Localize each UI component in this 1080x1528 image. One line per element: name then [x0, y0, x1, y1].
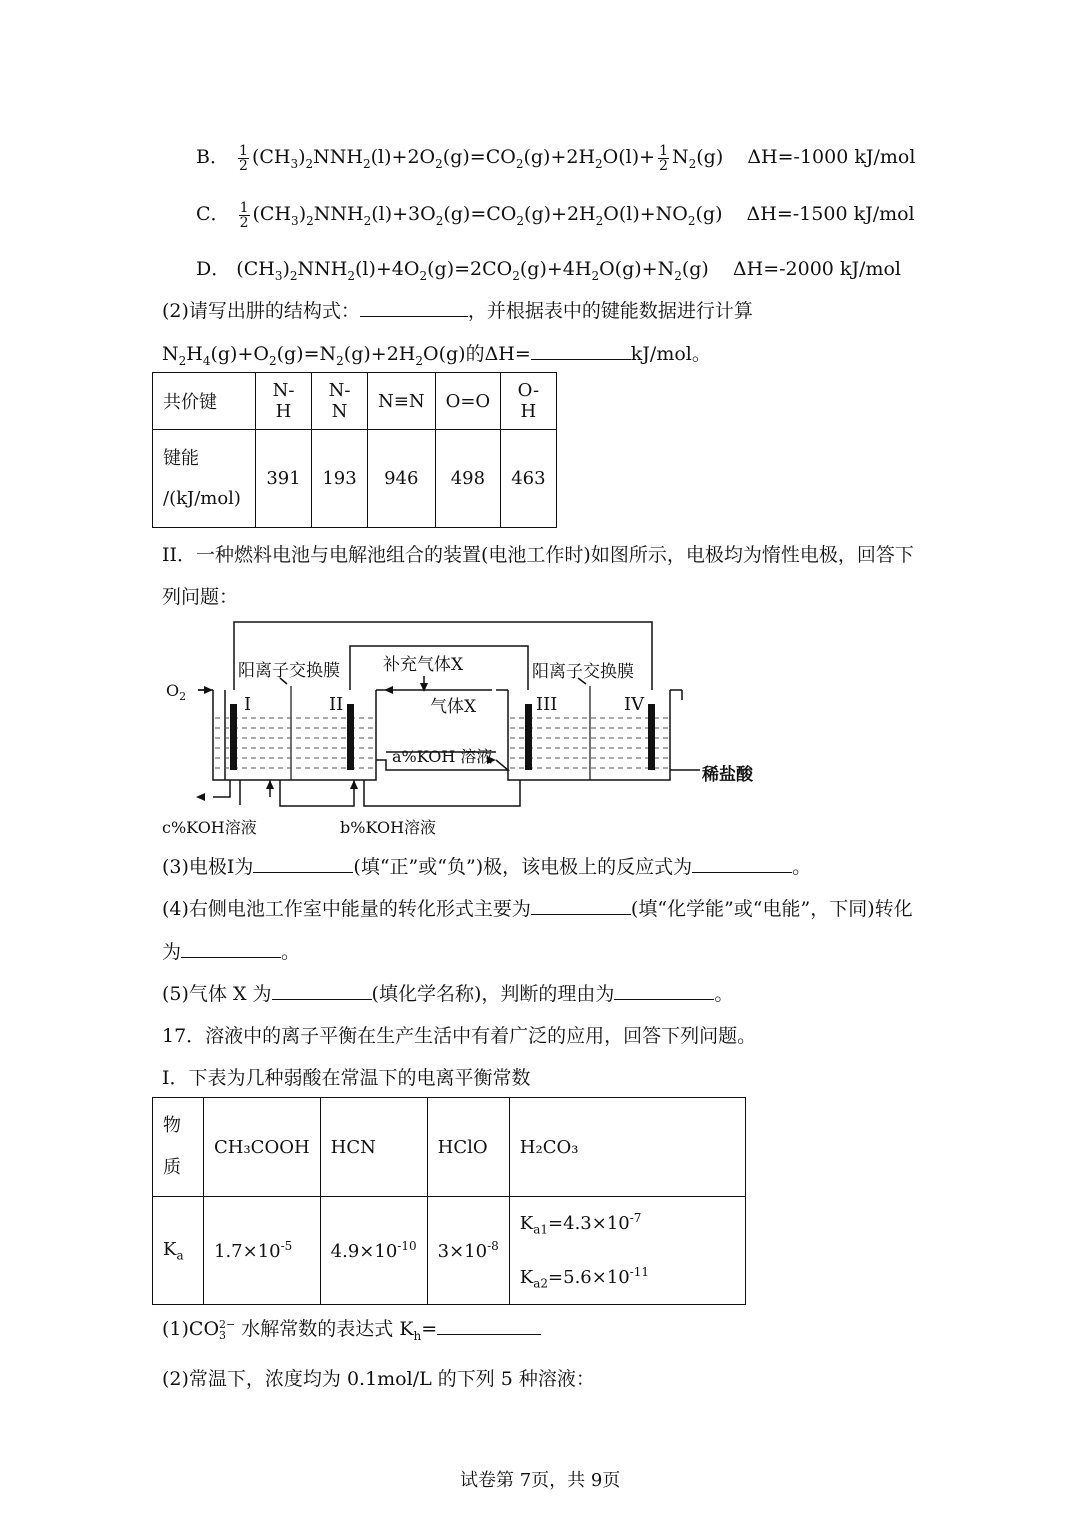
- label-room-2: II: [329, 694, 344, 715]
- option-label: C．: [196, 203, 230, 225]
- answer-blank[interactable]: [272, 981, 372, 1000]
- table-row-label: $K_a$: [153, 1197, 204, 1305]
- answer-blank[interactable]: [531, 896, 631, 915]
- question-17-1: (1)CO 2− 3 水解常数的表达式 $K_h=$: [162, 1314, 541, 1343]
- enthalpy: ΔH=-1000 kJ/mol: [747, 146, 916, 168]
- electrode-4: [648, 704, 655, 770]
- table-header-cell: N-H: [256, 373, 312, 430]
- label-acid: 稀盐酸: [702, 765, 753, 785]
- question-2-line2: $N_2H_4(g)+O_2(g)=N_2(g)+2H_2O(g)$的ΔH= kJ/mol。: [162, 343, 711, 368]
- answer-blank[interactable]: [437, 1316, 541, 1335]
- question-17-2: (2)常温下，浓度均为 0.1mol/L 的下列 5 种溶液：: [162, 1368, 595, 1390]
- page-footer: 试卷第 7页，共 9页: [460, 1470, 621, 1491]
- fraction: $\frac{1}{2}$: [239, 142, 248, 174]
- fraction: $\frac{1}{2}$: [659, 142, 668, 174]
- arrow-o2: [204, 686, 213, 694]
- table-cell: $3\times 10^{-8}$: [427, 1197, 509, 1305]
- question-17-title: 17．溶液中的离子平衡在生产生活中有着广泛的应用，回答下列问题。: [162, 1025, 757, 1047]
- question-17-intro: I．下表为几种弱酸在常温下的电离平衡常数: [162, 1067, 531, 1089]
- label-membrane-left: 阳离子交换膜: [238, 661, 340, 681]
- answer-blank[interactable]: [614, 981, 714, 1000]
- label-koh-a: a%KOH 溶液: [392, 747, 493, 766]
- answer-blank[interactable]: [692, 854, 792, 873]
- part2-intro-line1: II．一种燃料电池与电解池组合的装置(电池工作时)如图所示，电极均为惰性电极，回答下: [162, 544, 914, 566]
- enthalpy: ΔH=-1500 kJ/mol: [746, 203, 915, 225]
- option-label: D．: [196, 258, 231, 280]
- table-header-cell: HClO: [427, 1098, 509, 1197]
- table-cell: $K_{a1}=4.3\times 10^{-7}$ $K_{a2}=5.6\times 10^{-11}$: [509, 1197, 745, 1305]
- question-2-line1: (2)请写出肼的结构式： ，并根据表中的键能数据进行计算: [162, 300, 753, 322]
- question-4-line1: (4)右侧电池工作室中能量的转化形式主要为 (填“化学能”或“电能”，下同)转化: [162, 898, 913, 920]
- arrow-gas-x-left: [384, 686, 393, 694]
- label-room-1: I: [244, 694, 252, 715]
- question-4-line2: 为 。: [162, 941, 301, 963]
- table-header-cell: HCN: [320, 1098, 427, 1197]
- label-koh-b: b%KOH溶液: [340, 818, 437, 837]
- table-header-cell: CH₃COOH: [204, 1098, 321, 1197]
- enthalpy: ΔH=-2000 kJ/mol: [732, 258, 901, 280]
- table-cell: $1.7\times 10^{-5}$: [204, 1197, 321, 1305]
- answer-blank[interactable]: [181, 939, 281, 958]
- option-c: C． $\frac{1}{2}$ $(CH_3)_2NNH_2(l)+3O_2(g)=CO_2(g)+2H_2O(l)+NO_2(g)$ ΔH=-1500 kJ/mol: [196, 199, 915, 231]
- option-b: B． $\frac{1}{2}$ $(CH_3)_2NNH_2(l)+2O_2(g)=CO_2(g)+2H_2O(l)+$ $\frac{1}{2}$ $N_2(g)$ ΔH=-1000 kJ/mol: [196, 142, 916, 174]
- table-header-cell: N≡N: [368, 373, 436, 430]
- answer-blank[interactable]: [360, 298, 468, 317]
- table-header-cell: O-H: [501, 373, 556, 430]
- label-room-4: IV: [624, 694, 645, 715]
- electrode-2: [347, 704, 354, 770]
- option-d: D． $(CH_3)_2NNH_2(l)+4O_2(g)=2CO_2(g)+4H_2O(g)+N_2(g)$ ΔH=-2000 kJ/mol: [196, 258, 901, 283]
- bottom-pipe-left: [213, 780, 230, 797]
- question-5: (5)气体 X 为 (填化学名称)，判断的理由为 。: [162, 983, 734, 1005]
- electrode-3: [525, 704, 532, 770]
- question-3: (3)电极I为 (填“正”或“负”)极，该电极上的反应式为 。: [162, 856, 812, 878]
- table-row-label: 键能 /(kJ/mol): [153, 430, 256, 528]
- table-cell: 391: [256, 430, 312, 528]
- label-o2: $O_2$: [166, 681, 187, 703]
- apparatus-diagram: [150, 612, 770, 842]
- arrow-koh-c-out: [196, 793, 205, 801]
- answer-blank[interactable]: [253, 854, 353, 873]
- table-header-cell: H₂CO₃: [509, 1098, 745, 1197]
- answer-blank[interactable]: [531, 341, 631, 360]
- label-supplement-gas: 补充气体X: [383, 655, 464, 675]
- right-cell: [508, 690, 670, 780]
- arrow-koh-b-up-2: [350, 780, 358, 789]
- arrow-koh-b-up-1: [266, 780, 274, 789]
- table-cell: 498: [435, 430, 501, 528]
- label-membrane-right: 阳离子交换膜: [532, 662, 634, 682]
- table-cell: 463: [501, 430, 556, 528]
- table-header-cell: 物 质: [153, 1098, 204, 1197]
- table-header-cell: 共价键: [153, 373, 256, 430]
- table-cell: $4.9\times 10^{-10}$: [320, 1197, 427, 1305]
- table-header-cell: N-N: [312, 373, 368, 430]
- table-cell: 946: [368, 430, 436, 528]
- option-label: B．: [196, 146, 229, 168]
- table-header-cell: O=O: [435, 373, 501, 430]
- fraction: $\frac{1}{2}$: [239, 199, 249, 231]
- part2-intro-line2: 列问题：: [162, 586, 239, 608]
- label-koh-c: c%KOH溶液: [162, 818, 257, 837]
- table-cell: 193: [312, 430, 368, 528]
- label-gas-x: 气体X: [430, 697, 477, 717]
- acid-constant-table: [152, 1097, 746, 1305]
- label-room-3: III: [536, 694, 558, 715]
- electrode-1: [230, 704, 237, 770]
- bond-energy-table: [152, 372, 557, 528]
- bottom-pipe-right: [364, 780, 520, 806]
